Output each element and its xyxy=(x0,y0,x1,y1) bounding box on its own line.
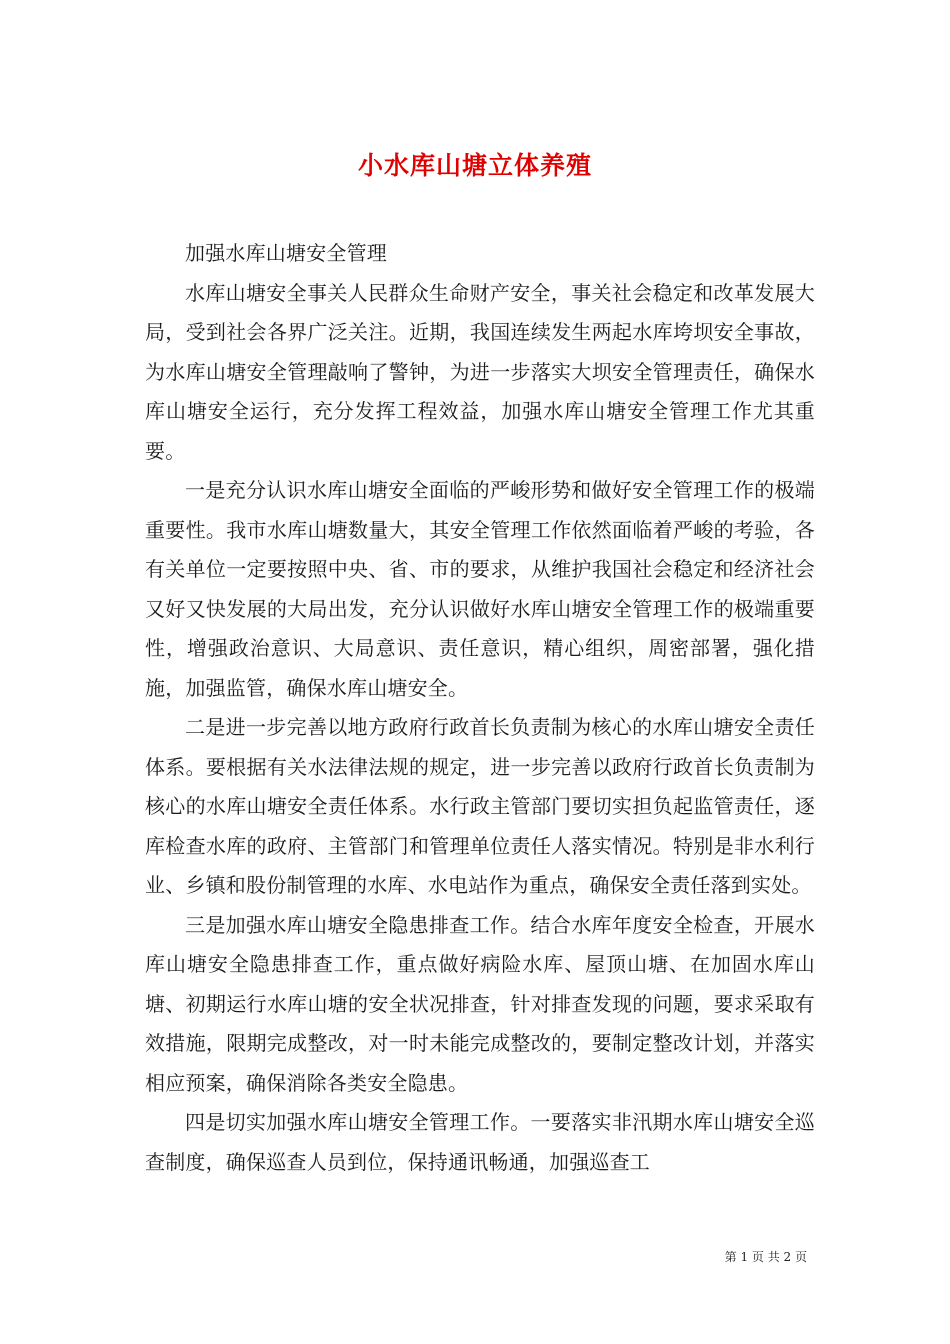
page-number-footer: 第 1 页 共 2 页 xyxy=(724,1250,807,1264)
paragraph-point-four: 四是切实加强水库山塘安全管理工作。一要落实非汛期水库山塘安全巡查制度，确保巡查人员到位，保持通讯畅通，加强巡查工 xyxy=(145,1110,815,1174)
paragraph-intro: 水库山塘安全事关人民群众生命财产安全，事关社会稳定和改革发展大局，受到社会各界广泛关注。近期，我国连续发生两起水库垮坝安全事故，为水库山塘安全管理敲响了警钟，为进一步落实大坝安全管理责任，确保水库山塘安全运行，充分发挥工程效益，加强水库山塘安全管理工作尤其重要。 xyxy=(145,280,815,463)
document-title: 小水库山塘立体养殖 xyxy=(357,150,592,180)
document-body xyxy=(145,234,815,1182)
section-heading: 加强水库山塘安全管理 xyxy=(185,241,387,265)
paragraph-point-two: 二是进一步完善以地方政府行政首长负责制为核心的水库山塘安全责任体系。要根据有关水法律法规的规定，进一步完善以政府行政首长负责制为核心的水库山塘安全责任体系。水行政主管部门要切实担负起监管责任，逐库检查水库的政府、主管部门和管理单位责任人落实情况。特别是非水利行业、乡镇和股份制管理的水库、水电站作为重点，确保安全责任落到实处。 xyxy=(145,715,815,897)
paragraph-point-three: 三是加强水库山塘安全隐患排查工作。结合水库年度安全检查，开展水库山塘安全隐患排查工作，重点做好病险水库、屋顶山塘、在加固水库山塘、初期运行水库山塘的安全状况排查，针对排查发现的问题，要求采取有效措施，限期完成整改，对一时未能完成整改的，要制定整改计划，并落实相应预案，确保消除各类安全隐患。 xyxy=(145,912,815,1095)
paragraph-point-one: 一是充分认识水库山塘安全面临的严峻形势和做好安全管理工作的极端重要性。我市水库山塘数量大，其安全管理工作依然面临着严峻的考验，各有关单位一定要按照中央、省、市的要求，从维护我国社会稳定和经济社会又好又快发展的大局出发，充分认识做好水库山塘安全管理工作的极端重要性，增强政治意识、大局意识、责任意识，精心组织，周密部署，强化措施，加强监管，确保水库山塘安全。 xyxy=(145,478,815,700)
